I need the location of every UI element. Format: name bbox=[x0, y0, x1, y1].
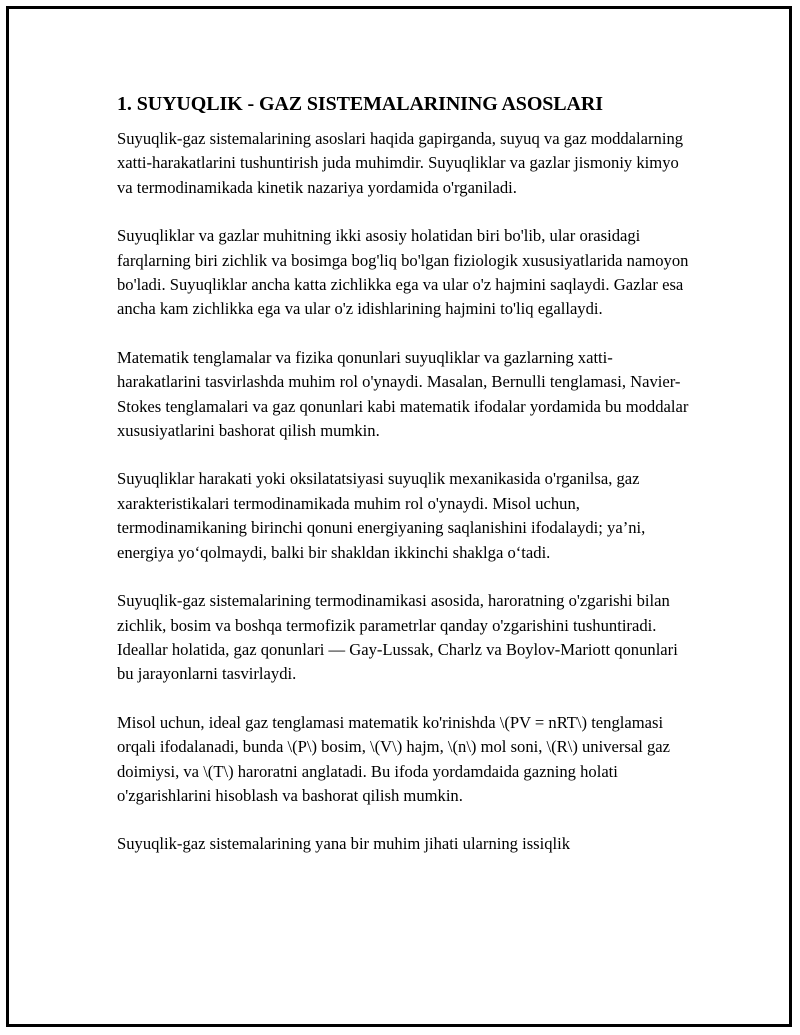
paragraph-1: Suyuqlik-gaz sistemalarining asoslari haqida gapirganda, suyuq va gaz moddalarning xatti-harakatlarini tushuntirish juda muhimdir. Suyuqliklar va gazlar jismoniy kimyo va termodinamikada kinetik nazariya yordamida o'rganiladi. bbox=[117, 129, 684, 197]
paragraph-3: Matematik tenglamalar va fizika qonunlari suyuqliklar va gazlarning xatti-harakatlarini tasvirlashda muhim rol o'ynaydi. Masalan, Bernulli tenglamasi, Navier-Stokes tenglamalari va gaz qonunlari kabi matematik ifodalar yordamida bu moddalar xususiyatlarini bashorat qilish mumkin. bbox=[117, 347, 689, 441]
document-body bbox=[117, 90, 695, 881]
paragraph-6: Misol uchun, ideal gaz tenglamasi matematik ko'rinishda \(PV = nRT\) tenglamasi orqali ifodalanadi, bunda \(P\) bosim, \(V\) hajm, \(n\) mol soni, \(R\) universal gaz doimiysi, va \(T\) haroratni anglatadi. Bu ifoda yordamdaida gazning holati o'zgarishlarini hisoblash va bashorat qilish mumkin. bbox=[117, 712, 671, 805]
paragraph-2: Suyuqliklar va gazlar muhitning ikki asosiy holatidan biri bo'lib, ular orasidagi farqlarning biri zichlik va bosimga bog'liq bo'lgan fiziologik xususiyatlarida namoyon bo'ladi. Suyuqliklar ancha katta zichlikka ega va ular o'z hajmini saqlaydi. Gazlar esa ancha kam zichlikka ega va ular o'z idishlarining hajmini to'liq egallaydi. bbox=[117, 226, 689, 319]
paragraph-5: Suyuqlik-gaz sistemalarining termodinamikasi asosida, haroratning o'zgarishi bilan zichlik, bosim va boshqa termofizik parametrlar qanday o'zgarishini tushuntiradi. Ideallar holatida, gaz qonunlari — Gay-Lussak, Charlz va Boylov-Mariott qonunlari bu jarayonlarni tasvirlaydi. bbox=[117, 591, 678, 684]
paragraph-4: Suyuqliklar harakati yoki oksilatatsiyasi suyuqlik mexanikasida o'rganilsa, gaz xarakteristikalari termodinamikada muhim rol o'ynaydi. Misol uchun, termodinamikaning birinchi qonuni energiyaning saqlanishini ifodalaydi; ya’ni, energiya yo‘qolmaydi, balki bir shakldan ikkinchi shaklga o‘tadi. bbox=[117, 469, 646, 562]
paragraph-7: Suyuqlik-gaz sistemalarining yana bir muhim jihati ularning issiqlik bbox=[117, 834, 571, 854]
section-heading: 1. SUYUQLIK - GAZ SISTEMALARINING ASOSLARI bbox=[117, 93, 603, 115]
